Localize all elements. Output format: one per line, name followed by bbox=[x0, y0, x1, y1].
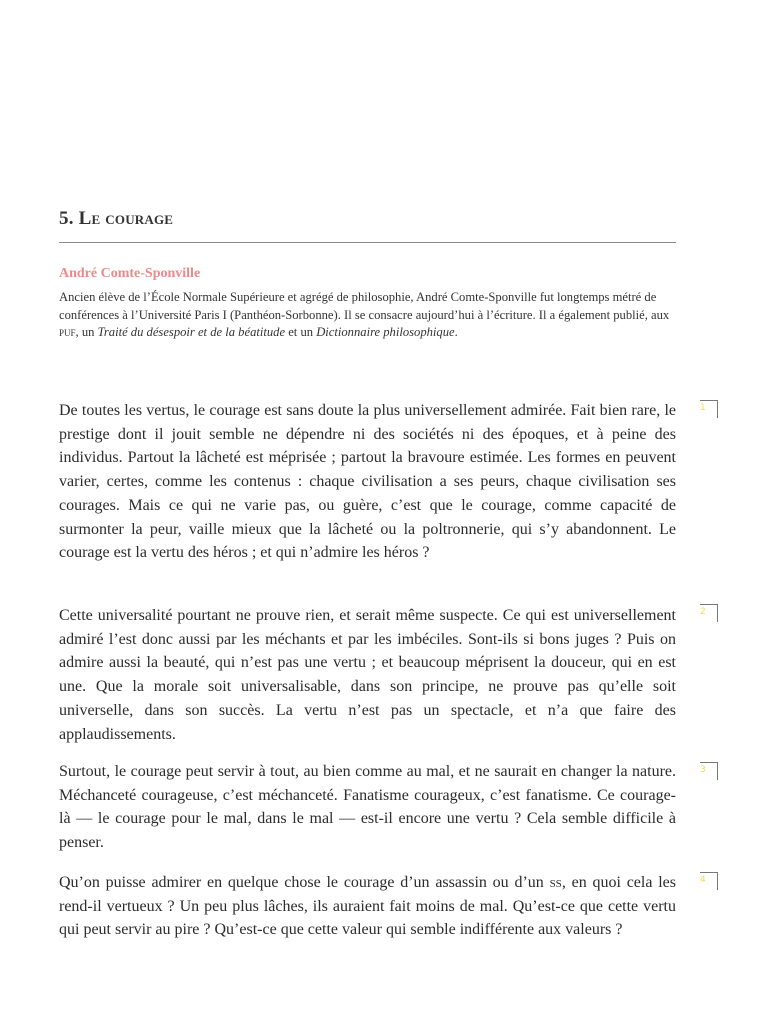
paragraph-1: De toutes les vertus, le courage est sans doute la plus universellement admirée. Fait bien rare, le prestige dont il jouit semble ne dépendre ni des sociétés ni des époques, et à peine des individus. Partout la lâcheté est méprisée ; partout la bravoure estimée. Les formes en peuvent varier, certes, comme les contenus : chaque civilisation a ses peurs, chaque civilisation ses courages. Mais ce qui ne varie pas, ou guère, c’est que le courage, comme capacité de surmonter la peur, vaille mieux que la lâcheté ou la poltronnerie, qui s’y abandonnent. Le courage est la vertu des héros ; et qui n’admire les héros ? bbox=[59, 402, 676, 562]
paragraph-text: , en quoi cela les rend-il vertueux ? Un peu plus lâches, ils auraient fait moins de mal. Qu’est-ce que cette vertu qui peut servir au pire ? Qu’est-ce que cette valeur qui semble indifférente aux valeurs ? bbox=[59, 874, 676, 939]
author-bio-text: Ancien élève de l’École Normale Supérieure et agrégé de philosophie, André Comte-Sponville fut longtemps métré de conférences à l’Université Paris I (Panthéon-Sorbonne). Il se consacre aujourd’hui à l’écriture. Il a également publié, aux bbox=[59, 290, 670, 322]
publisher-abbr: puf bbox=[59, 325, 76, 339]
author-bio-text: et un bbox=[285, 325, 317, 339]
chapter-title: 5. Le courage bbox=[59, 208, 174, 229]
paragraph-marker-number: 4 bbox=[700, 875, 706, 885]
paragraph-marker bbox=[700, 872, 718, 890]
author-bio-text: . bbox=[454, 325, 458, 339]
paragraph-marker-number: 1 bbox=[700, 403, 706, 413]
paragraph-marker bbox=[700, 400, 718, 418]
paragraph-marker-number: 3 bbox=[700, 765, 706, 775]
ss-abbr: ss bbox=[549, 874, 562, 891]
paragraph-text: Qu’on puisse admirer en quelque chose le courage d’un assassin ou d’un bbox=[59, 874, 550, 891]
book-title: Dictionnaire philosophique bbox=[316, 325, 455, 339]
book-title: Traité du désespoir et de la béatitude bbox=[97, 325, 286, 339]
title-divider bbox=[59, 242, 676, 243]
paragraph-4 bbox=[59, 871, 676, 942]
author-bio bbox=[59, 289, 677, 342]
author-name: André Comte-Sponville bbox=[59, 266, 201, 281]
paragraph-3: Surtout, le courage peut servir à tout, au bien comme au mal, et ne saurait en changer la nature. Méchanceté courageuse, c’est méchanceté. Fanatisme courageux, c’est fanatisme. Ce courage-là — le courage pour le mal, dans le mal — est-il encore une vertu ? Cela semble difficile à penser. bbox=[59, 763, 676, 852]
paragraph-2: Cette universalité pourtant ne prouve rien, et serait même suspecte. Ce qui est universellement admiré l’est donc aussi par les méchants et par les imbéciles. Sont-ils si bons juges ? Puis on admire aussi la beauté, qui n’est pas une vertu ; et beaucoup méprisent la douceur, qui en est une. Que la morale soit universalisable, dans son principe, ne prouve pas qu’elle soit universelle, dans son succès. La vertu n’est pas un spectacle, et n’a que faire des applaudissements. bbox=[59, 607, 676, 743]
paragraph-marker bbox=[700, 604, 718, 622]
paragraph-marker bbox=[700, 762, 718, 780]
author-bio-text: , un bbox=[75, 325, 98, 339]
paragraph-marker-number: 2 bbox=[700, 607, 706, 617]
